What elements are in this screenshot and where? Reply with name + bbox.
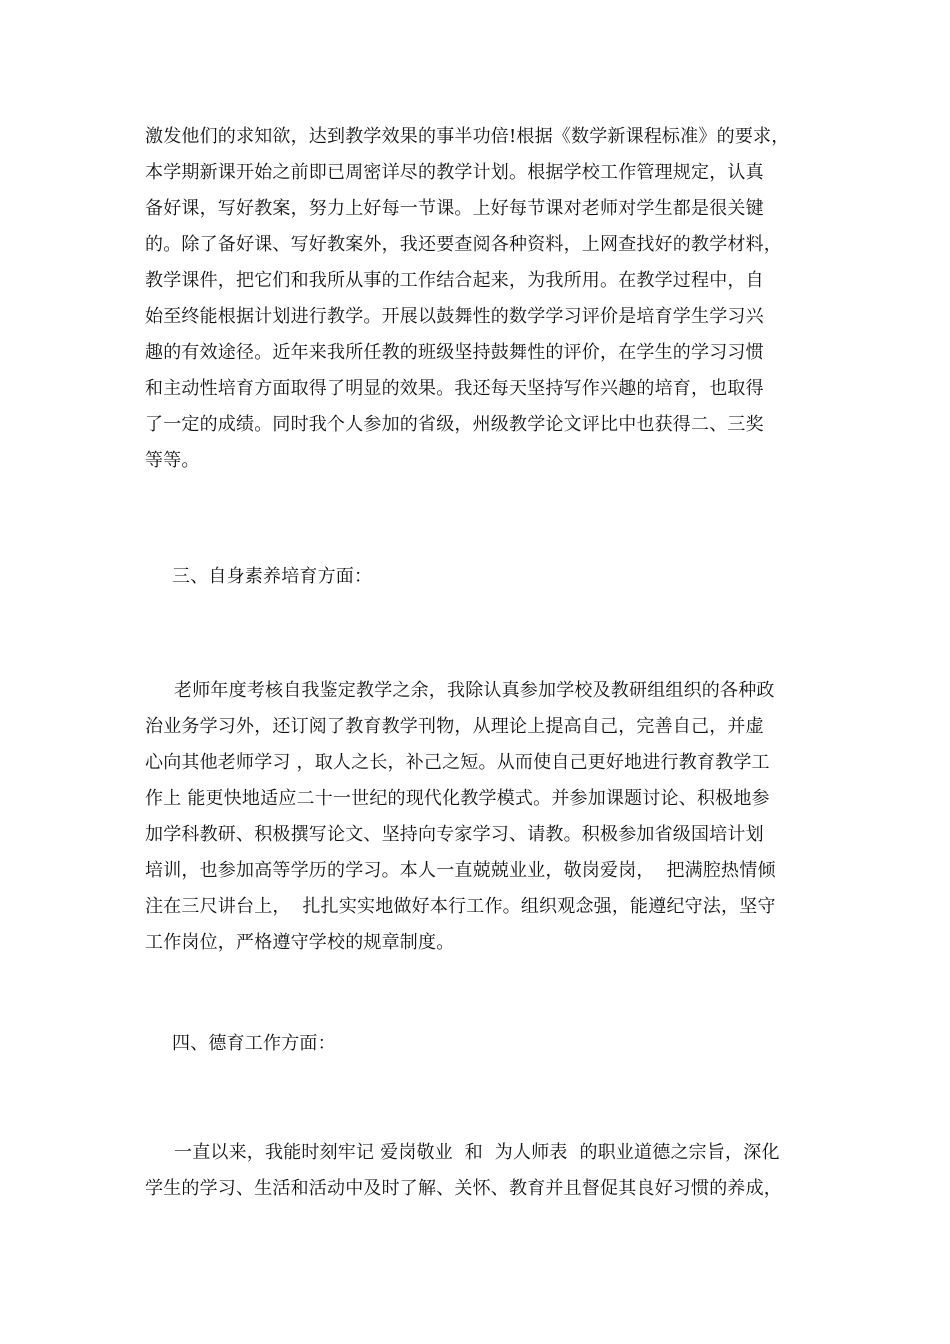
paragraph2-line-4: 作上 能更快地适应二十一世纪的现代化教学模式。并参加课题讨论、积极地参 [145,788,770,809]
paragraph1-line-10: 等等。 [145,450,200,471]
paragraph1-line-2: 本学期新课开始之前即已周密详尽的教学计划。根据学校工作管理规定，认真 [145,162,764,183]
paragraph2-line-1: 老师年度考核自我鉴定教学之余，我除认真参加学校及教研组组织的各种政 [174,680,775,701]
paragraph2-line-5: 加学科教研、积极撰写论文、坚持向专家学习、请教。积极参加省级国培计划 [145,824,764,845]
paragraph3-line-2: 学生的学习、生活和活动中及时了解、关怀、教育并且督促其良好习惯的养成， [145,1178,782,1199]
paragraph1-line-1: 激发他们的求知欲，达到教学效果的事半功倍!根据《数学新课程标准》的要求， [145,126,790,147]
paragraph3-line-1: 一直以来，我能时刻牢记 爱岗敬业 和 为人师表 的职业道德之宗旨，深化 [174,1142,780,1163]
paragraph1-line-4: 的。除了备好课、写好教案外，我还要查阅各种资料，上网查找好的教学材料， [145,234,782,255]
paragraph1-line-7: 趣的有效途径。近年来我所任教的班级坚持鼓舞性的评价，在学生的学习习惯 [145,342,764,363]
paragraph2-line-2: 治业务学习外，还订阅了教育教学刊物，从理论上提高自己，完善自己，并虚 [145,716,764,737]
paragraph2-line-3: 心向其他老师学习 ，取人之长，补己之短。从而使自己更好地进行教育教学工 [145,752,770,773]
paragraph1-line-3: 备好课，写好教案，努力上好每一节课。上好每节课对老师对学生都是很关键 [145,198,764,219]
section-heading-4: 四、德育工作方面： [172,1033,336,1054]
paragraph2-line-6: 培训，也参加高等学历的学习。本人一直兢兢业业，敬岗爱岗， 把满腔热情倾 [145,860,776,881]
paragraph1-line-5: 教学课件，把它们和我所从事的工作结合起来，为我所用。在教学过程中，自 [145,270,764,291]
paragraph2-line-7: 注在三尺讲台上， 扎扎实实地做好本行工作。组织观念强，能遵纪守法，坚守 [145,896,776,917]
paragraph1-line-8: 和主动性培育方面取得了明显的效果。我还每天坚持写作兴趣的培育，也取得 [145,378,764,399]
paragraph1-line-6: 始至终能根据计划进行教学。开展以鼓舞性的数学学习评价是培育学生学习兴 [145,306,764,327]
paragraph2-line-8: 工作岗位，严格遵守学校的规章制度。 [145,932,455,953]
paragraph1-line-9: 了一定的成绩。同时我个人参加的省级，州级教学论文评比中也获得二、三奖 [145,414,764,435]
section-heading-3: 三、自身素养培育方面： [172,566,373,587]
